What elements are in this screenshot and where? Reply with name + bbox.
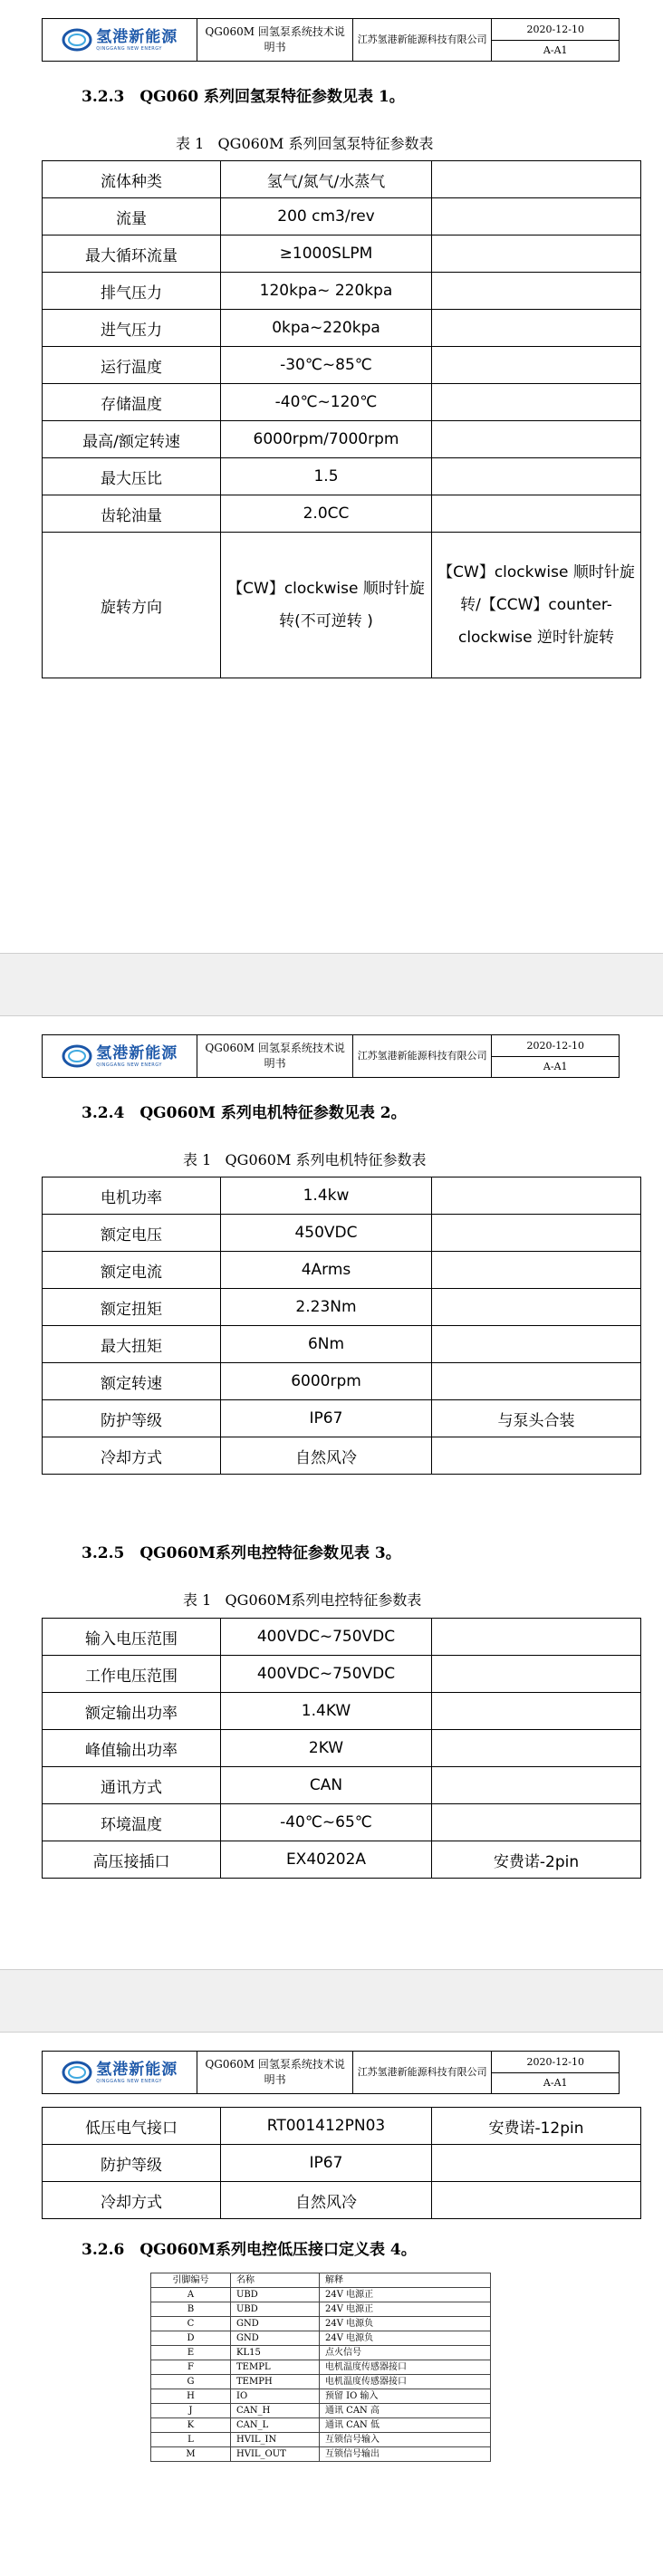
doc-date: 2020-12-10 bbox=[492, 2052, 619, 2073]
table-row bbox=[151, 2375, 491, 2389]
table-cell: 冷却方式 bbox=[43, 2182, 221, 2219]
table-row bbox=[43, 495, 641, 533]
table-cell: 低压电气接口 bbox=[43, 2108, 221, 2145]
page-header bbox=[42, 18, 620, 62]
table-cell: 防护等级 bbox=[43, 1400, 221, 1437]
table-cell: 最大压比 bbox=[43, 458, 221, 495]
table-caption: 表 1 QG060M 系列电机特征参数表 bbox=[183, 1151, 427, 1168]
table-row bbox=[43, 1326, 641, 1363]
table-cell bbox=[432, 1693, 641, 1730]
table-cell: 安费诺-12pin bbox=[432, 2108, 641, 2145]
page-1 bbox=[0, 0, 663, 953]
table-cell: F bbox=[151, 2360, 231, 2375]
table-cell bbox=[432, 1363, 641, 1400]
table-cell: 24V 电源负 bbox=[320, 2331, 491, 2346]
table-cell: 400VDC~750VDC bbox=[221, 1656, 432, 1693]
table-row bbox=[43, 458, 641, 495]
table-cell: 自然风冷 bbox=[221, 1437, 432, 1475]
company-name: 江苏氢港新能源科技有限公司 bbox=[353, 1035, 493, 1077]
table-cell: 自然风冷 bbox=[221, 2182, 432, 2219]
doc-title: QG060M 回氢泵系统技术说明书 bbox=[197, 19, 352, 61]
table-cell: 4Arms bbox=[221, 1252, 432, 1289]
doc-title: QG060M 回氢泵系统技术说明书 bbox=[197, 2052, 352, 2093]
table-cell: 450VDC bbox=[221, 1215, 432, 1252]
table-cell: GND bbox=[231, 2317, 320, 2331]
table-cell: M bbox=[151, 2447, 231, 2462]
table-row bbox=[43, 1619, 641, 1656]
table-row bbox=[151, 2317, 491, 2331]
table-cell: 点火信号 bbox=[320, 2346, 491, 2360]
table-cell bbox=[432, 384, 641, 421]
table-cell: 额定扭矩 bbox=[43, 1289, 221, 1326]
table-cell: A bbox=[151, 2288, 231, 2302]
table-cell bbox=[432, 421, 641, 458]
table-cell: 存储温度 bbox=[43, 384, 221, 421]
logo-swirl-icon bbox=[62, 2059, 92, 2086]
pump-params-table bbox=[42, 160, 641, 678]
table-cell: 互锁信号输出 bbox=[320, 2447, 491, 2462]
table-cell: 安费诺-2pin bbox=[432, 1841, 641, 1879]
table-cell: 6000rpm bbox=[221, 1363, 432, 1400]
table-cell: 最高/额定转速 bbox=[43, 421, 221, 458]
table-row bbox=[43, 1767, 641, 1804]
table-cell: TEMPH bbox=[231, 2375, 320, 2389]
section-heading: 3.2.6 QG060M系列电控低压接口定义表 4。 bbox=[82, 2241, 417, 2259]
doc-meta bbox=[492, 19, 619, 61]
company-logo: 氢港新能源 QINGGANG NEW ENERGY bbox=[43, 19, 197, 61]
logo-swirl-icon bbox=[62, 1043, 92, 1070]
table-cell: 24V 电源正 bbox=[320, 2302, 491, 2317]
table-row bbox=[43, 1656, 641, 1693]
doc-meta bbox=[492, 2052, 619, 2093]
company-logo: 氢港新能源 QINGGANG NEW ENERGY bbox=[43, 2052, 197, 2093]
table-cell: 2.23Nm bbox=[221, 1289, 432, 1326]
table-cell bbox=[432, 1289, 641, 1326]
table-cell: IP67 bbox=[221, 2145, 432, 2182]
table-cell bbox=[432, 161, 641, 198]
company-logo: 氢港新能源 QINGGANG NEW ENERGY bbox=[43, 1035, 197, 1077]
table-cell: B bbox=[151, 2302, 231, 2317]
table-row: 旋转方向 【CW】clockwise 顺时针旋转(不可逆转 ) 【CW】clockwise 顺时针旋转/【CCW】counter-clockwise 逆时针旋转 bbox=[43, 533, 641, 678]
table-cell bbox=[432, 2145, 641, 2182]
table-header-row bbox=[151, 2273, 491, 2288]
table-cell: 1.4kw bbox=[221, 1177, 432, 1215]
section-heading: 3.2.4 QG060M 系列电机特征参数见表 2。 bbox=[82, 1104, 407, 1122]
company-name: 江苏氢港新能源科技有限公司 bbox=[353, 19, 493, 61]
table-cell: 工作电压范围 bbox=[43, 1656, 221, 1693]
table-cell: 排气压力 bbox=[43, 273, 221, 310]
table-cell: CAN bbox=[221, 1767, 432, 1804]
motor-params-table bbox=[42, 1177, 641, 1475]
table-cell: 200 cm3/rev bbox=[221, 198, 432, 235]
doc-meta bbox=[492, 1035, 619, 1077]
table-cell: -30℃~85℃ bbox=[221, 347, 432, 384]
table-cell: RT001412PN03 bbox=[221, 2108, 432, 2145]
table-cell: UBD bbox=[231, 2302, 320, 2317]
table-cell: ≥1000SLPM bbox=[221, 235, 432, 273]
table-cell: 运行温度 bbox=[43, 347, 221, 384]
logo-swirl-icon bbox=[62, 26, 92, 53]
table-row bbox=[43, 1363, 641, 1400]
doc-date: 2020-12-10 bbox=[492, 1035, 619, 1057]
table-cell: 额定电压 bbox=[43, 1215, 221, 1252]
table-cell bbox=[432, 1252, 641, 1289]
table-cell: 通讯 CAN 高 bbox=[320, 2404, 491, 2418]
table-cell bbox=[432, 235, 641, 273]
table-cell: 0kpa~220kpa bbox=[221, 310, 432, 347]
table-row bbox=[43, 1177, 641, 1215]
table-cell bbox=[432, 347, 641, 384]
table-cell: L bbox=[151, 2433, 231, 2447]
pin-definition-table bbox=[150, 2273, 491, 2462]
table-row bbox=[43, 1693, 641, 1730]
table-row bbox=[151, 2288, 491, 2302]
table-cell: 24V 电源正 bbox=[320, 2288, 491, 2302]
table-cell bbox=[432, 1177, 641, 1215]
table-cell: 环境温度 bbox=[43, 1804, 221, 1841]
table-row bbox=[43, 2145, 641, 2182]
table-cell: E bbox=[151, 2346, 231, 2360]
table-cell bbox=[432, 1730, 641, 1767]
table-cell: IO bbox=[231, 2389, 320, 2404]
table-row bbox=[43, 1804, 641, 1841]
table-cell bbox=[432, 1215, 641, 1252]
table-cell bbox=[432, 310, 641, 347]
table-cell: 进气压力 bbox=[43, 310, 221, 347]
table-row bbox=[43, 1215, 641, 1252]
section-heading: 3.2.5 QG060M系列电控特征参数见表 3。 bbox=[82, 1544, 401, 1562]
table-row bbox=[43, 198, 641, 235]
table-cell: 最大扭矩 bbox=[43, 1326, 221, 1363]
table-cell: 预留 IO 输入 bbox=[320, 2389, 491, 2404]
table-cell: 1.5 bbox=[221, 458, 432, 495]
table-caption: 表 1 QG060M系列电控特征参数表 bbox=[183, 1591, 422, 1609]
doc-version: A-A1 bbox=[543, 44, 568, 57]
table-cell: 电机功率 bbox=[43, 1177, 221, 1215]
table-cell: -40℃~65℃ bbox=[221, 1804, 432, 1841]
table-row bbox=[151, 2331, 491, 2346]
table-row bbox=[43, 421, 641, 458]
table-row bbox=[43, 1437, 641, 1475]
table-cell bbox=[432, 1767, 641, 1804]
table-row bbox=[151, 2447, 491, 2462]
table-cell bbox=[432, 198, 641, 235]
table-cell: 额定电流 bbox=[43, 1252, 221, 1289]
table-cell bbox=[432, 273, 641, 310]
table-cell: 输入电压范围 bbox=[43, 1619, 221, 1656]
table-row bbox=[43, 2182, 641, 2219]
doc-version: A-A1 bbox=[543, 2077, 568, 2090]
table-row bbox=[43, 310, 641, 347]
table-cell: H bbox=[151, 2389, 231, 2404]
table-cell: 1.4KW bbox=[221, 1693, 432, 1730]
table-cell bbox=[432, 1619, 641, 1656]
table-cell: K bbox=[151, 2418, 231, 2433]
table-cell bbox=[432, 2182, 641, 2219]
table-cell: 额定输出功率 bbox=[43, 1693, 221, 1730]
table-row bbox=[43, 1289, 641, 1326]
table-cell: 氢气/氮气/水蒸气 bbox=[221, 161, 432, 198]
table-cell: GND bbox=[231, 2331, 320, 2346]
page-3 bbox=[0, 2033, 663, 2576]
table-row bbox=[151, 2433, 491, 2447]
table-cell: 流量 bbox=[43, 198, 221, 235]
table-cell bbox=[432, 1326, 641, 1363]
table-caption: 表 1 QG060M 系列回氢泵特征参数表 bbox=[176, 135, 434, 152]
table-row bbox=[43, 1841, 641, 1879]
table-header-cell: 名称 bbox=[231, 2273, 320, 2288]
table-cell: 24V 电源负 bbox=[320, 2317, 491, 2331]
table-header-cell: 解释 bbox=[320, 2273, 491, 2288]
table-cell: 最大循环流量 bbox=[43, 235, 221, 273]
table-cell: 400VDC~750VDC bbox=[221, 1619, 432, 1656]
table-cell: 齿轮油量 bbox=[43, 495, 221, 533]
table-cell: TEMPL bbox=[231, 2360, 320, 2375]
company-name: 江苏氢港新能源科技有限公司 bbox=[353, 2052, 493, 2093]
table-cell: C bbox=[151, 2317, 231, 2331]
table-cell: 冷却方式 bbox=[43, 1437, 221, 1475]
table-cell: 流体种类 bbox=[43, 161, 221, 198]
table-row bbox=[151, 2389, 491, 2404]
table-cell: 互锁信号输入 bbox=[320, 2433, 491, 2447]
table-cell: -40℃~120℃ bbox=[221, 384, 432, 421]
table-cell: HVIL_IN bbox=[231, 2433, 320, 2447]
table-cell bbox=[432, 495, 641, 533]
table-row bbox=[151, 2418, 491, 2433]
table-row bbox=[151, 2302, 491, 2317]
controller-params-table bbox=[42, 1618, 641, 1879]
table-cell bbox=[432, 1656, 641, 1693]
table-row bbox=[43, 384, 641, 421]
table-cell bbox=[432, 458, 641, 495]
table-row bbox=[43, 347, 641, 384]
doc-version: A-A1 bbox=[543, 1061, 568, 1073]
table-row bbox=[43, 235, 641, 273]
table-cell: 通讯 CAN 低 bbox=[320, 2418, 491, 2433]
table-cell: 通讯方式 bbox=[43, 1767, 221, 1804]
table-cell: 6Nm bbox=[221, 1326, 432, 1363]
table-row bbox=[43, 273, 641, 310]
section-heading: 3.2.3 QG060 系列回氢泵特征参数见表 1。 bbox=[82, 88, 405, 106]
table-cell: D bbox=[151, 2331, 231, 2346]
table-cell: 额定转速 bbox=[43, 1363, 221, 1400]
table-cell: EX40202A bbox=[221, 1841, 432, 1879]
table-cell: J bbox=[151, 2404, 231, 2418]
controller-params-table-cont bbox=[42, 2107, 641, 2219]
table-row bbox=[151, 2360, 491, 2375]
table-row bbox=[151, 2404, 491, 2418]
table-cell bbox=[432, 1804, 641, 1841]
table-cell: 高压接插口 bbox=[43, 1841, 221, 1879]
table-cell: CAN_L bbox=[231, 2418, 320, 2433]
table-cell: KL15 bbox=[231, 2346, 320, 2360]
table-cell: 防护等级 bbox=[43, 2145, 221, 2182]
table-row bbox=[43, 161, 641, 198]
table-cell: 120kpa~ 220kpa bbox=[221, 273, 432, 310]
table-row bbox=[43, 1400, 641, 1437]
table-cell: CAN_H bbox=[231, 2404, 320, 2418]
table-cell: G bbox=[151, 2375, 231, 2389]
table-cell: IP67 bbox=[221, 1400, 432, 1437]
table-row bbox=[43, 1730, 641, 1767]
page-header bbox=[42, 2051, 620, 2094]
table-cell: 2KW bbox=[221, 1730, 432, 1767]
table-row bbox=[43, 1252, 641, 1289]
doc-title: QG060M 回氢泵系统技术说明书 bbox=[197, 1035, 352, 1077]
page-2 bbox=[0, 1016, 663, 1969]
table-row bbox=[151, 2346, 491, 2360]
table-cell: 峰值输出功率 bbox=[43, 1730, 221, 1767]
page-header bbox=[42, 1034, 620, 1078]
table-header-cell: 引脚编号 bbox=[151, 2273, 231, 2288]
table-cell: 2.0CC bbox=[221, 495, 432, 533]
table-cell: HVIL_OUT bbox=[231, 2447, 320, 2462]
table-cell: 与泵头合装 bbox=[432, 1400, 641, 1437]
doc-date: 2020-12-10 bbox=[492, 19, 619, 41]
table-cell: 6000rpm/7000rpm bbox=[221, 421, 432, 458]
table-cell: 电机温度传感器接口 bbox=[320, 2360, 491, 2375]
table-cell bbox=[432, 1437, 641, 1475]
table-row bbox=[43, 2108, 641, 2145]
table-cell: UBD bbox=[231, 2288, 320, 2302]
table-cell: 电机温度传感器接口 bbox=[320, 2375, 491, 2389]
